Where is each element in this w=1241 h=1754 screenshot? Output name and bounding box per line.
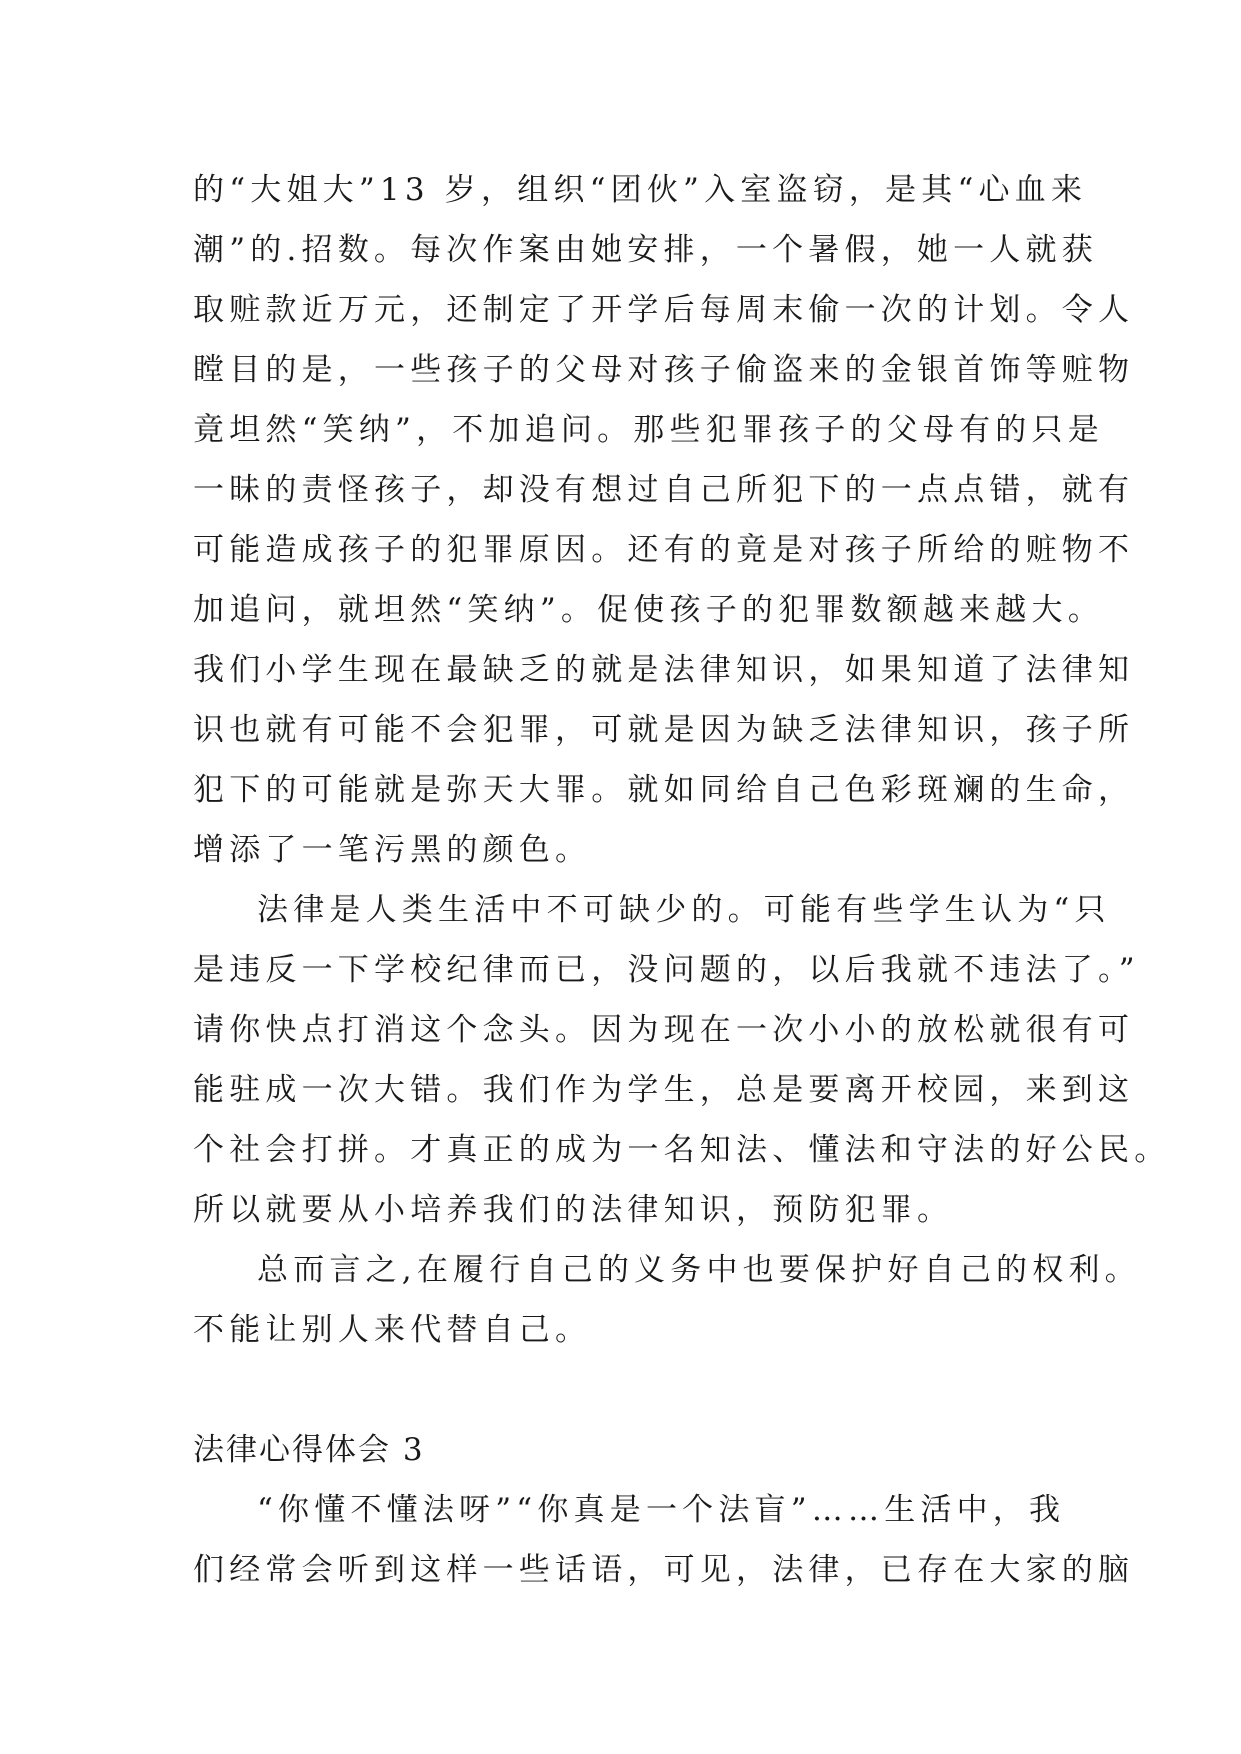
text-line: 所以就要从小培养我们的法律知识，预防犯罪。 [193, 1192, 954, 1228]
text-line: 总而言之,在履行自己的义务中也要保护好自己的权利。 [257, 1252, 1141, 1288]
paragraph-2 [193, 880, 1171, 1240]
text-line: 增添了一笔污黑的颜色。 [193, 832, 592, 868]
text-line: 识也就有可能不会犯罪，可就是因为缺乏法律知识，孩子所 [193, 712, 1135, 748]
text-line: 个社会打拼。才真正的成为一名知法、懂法和守法的好公民。 [193, 1132, 1171, 1168]
text-line: 们经常会听到这样一些话语，可见，法律，已存在大家的脑 [193, 1552, 1135, 1588]
text-line: 取赃款近万元，还制定了开学后每周末偷一次的计划。令人 [193, 292, 1135, 328]
text-line: “你懂不懂法呀”“你真是一个法盲”……生活中，我 [257, 1492, 1066, 1528]
document-page [193, 160, 1171, 1600]
text-line: 一昧的责怪孩子，却没有想过自己所犯下的一点点错，就有 [193, 472, 1135, 508]
text-line: 可能造成孩子的犯罪原因。还有的竟是对孩子所给的赃物不 [193, 532, 1135, 568]
paragraph-3 [193, 1240, 1141, 1360]
text-line: 法律是人类生活中不可缺少的。可能有些学生认为“只 [257, 892, 1111, 928]
paragraph-gap [193, 1360, 1053, 1420]
section-heading: 法律心得体会 3 [193, 1432, 425, 1468]
text-line: 瞠目的是，一些孩子的父母对孩子偷盗来的金银首饰等赃物 [193, 352, 1135, 388]
text-line: 的“大姐大”13 岁，组织“团伙”入室盗窃，是其“心血来 [193, 172, 1088, 208]
text-line: 是违反一下学校纪律而已，没问题的，以后我就不违法了。” [193, 952, 1140, 988]
text-line: 加追问，就坦然“笑纳”。促使孩子的犯罪数额越来越大。 [193, 592, 1104, 628]
text-line: 能驻成一次大错。我们作为学生，总是要离开校园，来到这 [193, 1072, 1135, 1108]
text-line: 潮”的.招数。每次作案由她安排，一个暑假，她一人就获 [193, 232, 1098, 268]
text-line: 不能让别人来代替自己。 [193, 1312, 592, 1348]
paragraph-4 [193, 1480, 1135, 1600]
paragraph-1 [193, 160, 1135, 880]
text-line: 犯下的可能就是弥天大罪。就如同给自己色彩斑斓的生命， [193, 772, 1135, 808]
text-line: 我们小学生现在最缺乏的就是法律知识，如果知道了法律知 [193, 652, 1135, 688]
text-line: 竟坦然“笑纳”，不加追问。那些犯罪孩子的父母有的只是 [193, 412, 1104, 448]
text-line: 请你快点打消这个念头。因为现在一次小小的放松就很有可 [193, 1012, 1135, 1048]
